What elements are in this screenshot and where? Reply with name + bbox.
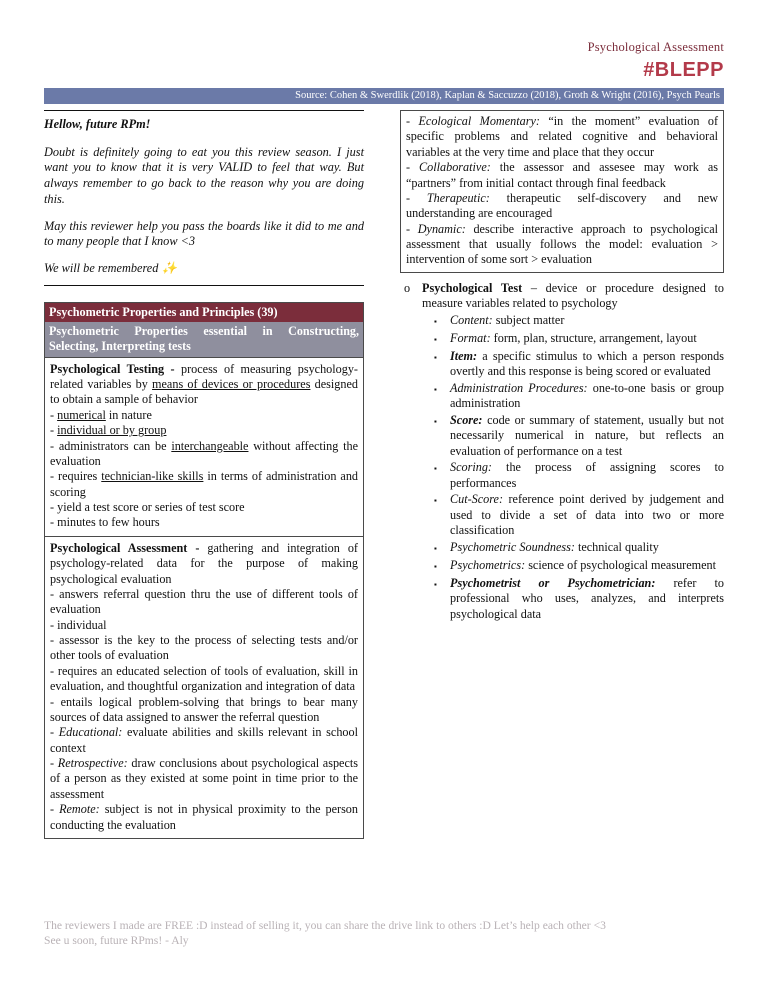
- assessment-term: Educational:: [58, 725, 123, 740]
- test-attribute-text: a specific stimulus to which a person responds overtly and this response is being scored or evaluated: [450, 348, 724, 379]
- assessment-type-item: - Collaborative: the assessor and assesee may work as “partners” from initial contact through final feedback: [406, 160, 719, 190]
- testing-bullet-post: in terms of administration and scoring: [50, 469, 359, 499]
- document-header: [588, 40, 724, 82]
- test-attribute-term: Psychometrist or Psychometrician:: [450, 575, 656, 590]
- assessment-bullet: - answers referral question thru the use of different tools of evaluation: [50, 586, 358, 617]
- square-bullet-icon: ▪: [434, 579, 437, 589]
- test-attribute-text: refer to professional who uses, analyzes, and interprets psychological data: [450, 575, 724, 621]
- assessment-type-text: therapeutic self-discovery and new understanding are encouraged: [406, 190, 718, 221]
- test-attribute-text: the process of assigning scores to performances: [450, 460, 724, 490]
- psychological-testing-rest: designed to obtain a sample of behavior: [50, 377, 358, 407]
- test-attribute-term: Score:: [450, 412, 483, 427]
- square-bullet-icon: ▪: [434, 334, 437, 344]
- psychological-test-outline: [400, 281, 724, 622]
- test-attribute-item: [434, 349, 724, 380]
- testing-bullet-pre: - requires: [50, 469, 102, 484]
- assessment-italic-bullet: - Remote: subject is not in physical proximity to the person conducting the evaluation: [50, 802, 358, 832]
- intro-paragraph-2: May this reviewer help you pass the boards like it did to me and to many people that I know <3: [44, 218, 364, 249]
- assessment-term: Retrospective:: [57, 756, 128, 771]
- psychological-testing-underline: means of devices or procedures: [152, 377, 311, 392]
- test-attribute-term: Psychometrics:: [450, 557, 526, 572]
- psychological-testing-term: Psychological Testing -: [50, 361, 175, 376]
- psychological-test-heading: [404, 281, 724, 312]
- assessment-term-text: evaluate abilities and skills relevant in school context: [50, 725, 358, 755]
- test-attribute-text: one-to-one basis or group administration: [450, 380, 724, 411]
- assessment-term: Remote:: [59, 802, 100, 817]
- square-bullet-icon: ▪: [434, 464, 437, 474]
- square-bullet-icon: ▪: [434, 384, 437, 394]
- left-column: [44, 110, 364, 839]
- assessment-types-continued: [400, 110, 724, 273]
- psychometric-section: [44, 302, 364, 839]
- test-attribute-term: Psychometric Soundness:: [450, 539, 575, 554]
- testing-bullet: [50, 408, 358, 423]
- assessment-bullet: - entails logical problem-solving that brings to bear many sources of data assigned to answer the referral question: [50, 694, 358, 724]
- test-attribute-item: [434, 381, 724, 412]
- square-bullet-icon: ▪: [434, 316, 437, 326]
- assessment-type-item: - Dynamic: describe interactive approach to psychological assessment that usually follows the model: evaluation > intervention of some sort > evaluation: [406, 221, 718, 267]
- section-band-subtitle: Psychometric Properties essential in Constructing, Selecting, Interpreting tests: [45, 322, 363, 357]
- testing-bullet-underline: technician-like skills: [101, 469, 204, 484]
- testing-bullet: [50, 469, 358, 500]
- testing-bullet-pre: -: [50, 407, 58, 422]
- assessment-italic-bullet: - Educational: evaluate abilities and skills relevant in school context: [50, 725, 358, 755]
- assessment-term-text: draw conclusions about psychological aspects of a person as they existed at some point in time prior to the assessment: [50, 756, 358, 801]
- circle-bullet-icon: o: [404, 280, 411, 295]
- testing-bullet-underline: numerical: [57, 407, 106, 422]
- test-attribute-item: [434, 460, 724, 491]
- intro-closing-text: We will be remembered: [44, 261, 159, 276]
- assessment-bullet: - requires an educated selection of tools of evaluation, skill in evaluation, and thoughtful organization and integration of data: [50, 663, 358, 694]
- psychological-test-heading-text: [422, 281, 724, 312]
- assessment-type-item: - Ecological Momentary: “in the moment” evaluation of specific problems and related cognitive and behavioral variables at the very time and place that they occur: [406, 114, 718, 159]
- testing-bullet-underline: interchangeable: [171, 438, 249, 453]
- psychological-testing-lead-rest: process of measuring psychology-related variables by: [50, 361, 358, 392]
- square-bullet-icon: ▪: [434, 543, 437, 553]
- document-footer: [44, 918, 724, 948]
- psychological-assessment-block: [45, 536, 363, 838]
- psychological-testing-definition: [50, 362, 358, 408]
- intro-paragraph-1: Doubt is definitely going to eat you this review season. I just want you to know that it is very VALID to feel that way. But always remember to go back to the reason why you are doing this.: [44, 144, 364, 206]
- right-column: [400, 110, 724, 622]
- test-attribute-text: code or summary of statement, usually but not necessarily numerical in nature, but reflects an evaluation of performance on a test: [450, 412, 724, 458]
- assessment-type-text: describe interactive approach to psychological assessment that usually follows the model: evaluation > intervention of some sort > evaluation: [406, 221, 718, 267]
- intro-greeting: Hellow, future RPm!: [44, 117, 151, 131]
- assessment-type-term: Therapeutic:: [426, 190, 490, 205]
- test-attribute-term: Content:: [450, 312, 493, 327]
- test-attribute-text: reference point derived by judgement and used to divide a set of data into two or more classification: [450, 492, 724, 538]
- intro-block: [44, 110, 364, 286]
- assessment-type-text: the assessor and assesee may work as “partners” from initial contact through final feedback: [406, 160, 719, 190]
- psychological-assessment-lead-rest: gathering and integration of psychology-related data for the purpose of making psychological evaluation: [50, 540, 358, 586]
- test-attribute-item: [434, 558, 724, 575]
- assessment-bullet: - assessor is the key to the process of selecting tests and/or other tools of evaluation: [50, 633, 358, 663]
- test-attribute-term: Cut-Score:: [450, 492, 504, 507]
- assessment-italic-bullet: - Retrospective: draw conclusions about psychological aspects of a person as they existed at some point in time prior to the assessment: [50, 756, 358, 801]
- testing-bullet-underline: individual or by group: [57, 423, 167, 438]
- test-attribute-item: [434, 331, 724, 348]
- test-attribute-term: Format:: [450, 330, 491, 345]
- assessment-type-term: Ecological Momentary:: [418, 114, 540, 128]
- test-attribute-item: [434, 313, 724, 330]
- footer-line-1: The reviewers I made are FREE :D instead of selling it, you can share the drive link to others :D Let’s help each other <3: [44, 918, 606, 932]
- testing-bullet-pre: - administrators can be: [50, 438, 172, 453]
- test-attribute-text: subject matter: [492, 312, 565, 327]
- testing-bullet: - minutes to few hours: [50, 515, 160, 530]
- psychological-assessment-term: Psychological Assessment -: [50, 540, 200, 555]
- square-bullet-icon: ▪: [434, 496, 437, 506]
- testing-bullet: [50, 439, 358, 470]
- testing-bullet: - yield a test score or series of test score: [50, 500, 245, 515]
- test-attribute-term: Item:: [450, 348, 478, 363]
- source-bar: Source: Cohen & Swerdlik (2018), Kaplan & Saccuzzo (2018), Groth & Wright (2016), Psych Pearls: [44, 88, 724, 104]
- psychological-assessment-definition: [50, 541, 358, 587]
- section-band-title: Psychometric Properties and Principles (39): [45, 303, 363, 322]
- test-attribute-item: [434, 413, 724, 459]
- assessment-type-text: “in the moment” evaluation of specific problems and related cognitive and behavioral variables at the very time and place that they occur: [406, 114, 718, 159]
- square-bullet-icon: ▪: [434, 561, 437, 571]
- page-title: Psychological Assessment: [587, 40, 724, 54]
- testing-bullet-pre: -: [50, 423, 58, 438]
- test-attribute-text: form, plan, structure, arrangement, layout: [490, 330, 697, 345]
- sparkle-icon: ✨: [161, 261, 177, 276]
- assessment-type-term: Dynamic:: [417, 221, 466, 236]
- psychological-testing-block: [45, 357, 363, 536]
- testing-bullet: [50, 423, 358, 438]
- test-attribute-term: Scoring:: [450, 460, 492, 475]
- testing-bullet-post: without affecting the evaluation: [50, 438, 359, 468]
- test-attribute-text: science of psychological measurement: [525, 557, 717, 572]
- psychological-test-definition: – device or procedure designed to measure variables related to psychology: [422, 280, 724, 311]
- assessment-type-item: - Therapeutic: therapeutic self-discovery and new understanding are encouraged: [406, 190, 718, 221]
- test-attribute-item: [434, 492, 724, 538]
- test-attribute-term: Administration Procedures:: [450, 380, 588, 395]
- square-bullet-icon: ▪: [434, 416, 437, 426]
- test-attribute-item: [434, 576, 724, 622]
- intro-closing: [44, 261, 364, 277]
- test-attribute-text: technical quality: [574, 539, 659, 554]
- test-attribute-item: [434, 540, 724, 557]
- square-bullet-icon: ▪: [434, 352, 437, 362]
- footer-line-2: See u soon, future RPms! - Aly: [44, 933, 189, 947]
- brand-hashtag: #BLEPP: [643, 59, 724, 81]
- testing-bullet-post: in nature: [105, 407, 152, 422]
- assessment-type-term: Collaborative:: [419, 160, 491, 175]
- psychological-test-term: Psychological Test: [422, 280, 523, 295]
- assessment-bullet: - individual: [50, 617, 107, 632]
- assessment-term-text: subject is not in physical proximity to the person conducting the evaluation: [50, 802, 358, 832]
